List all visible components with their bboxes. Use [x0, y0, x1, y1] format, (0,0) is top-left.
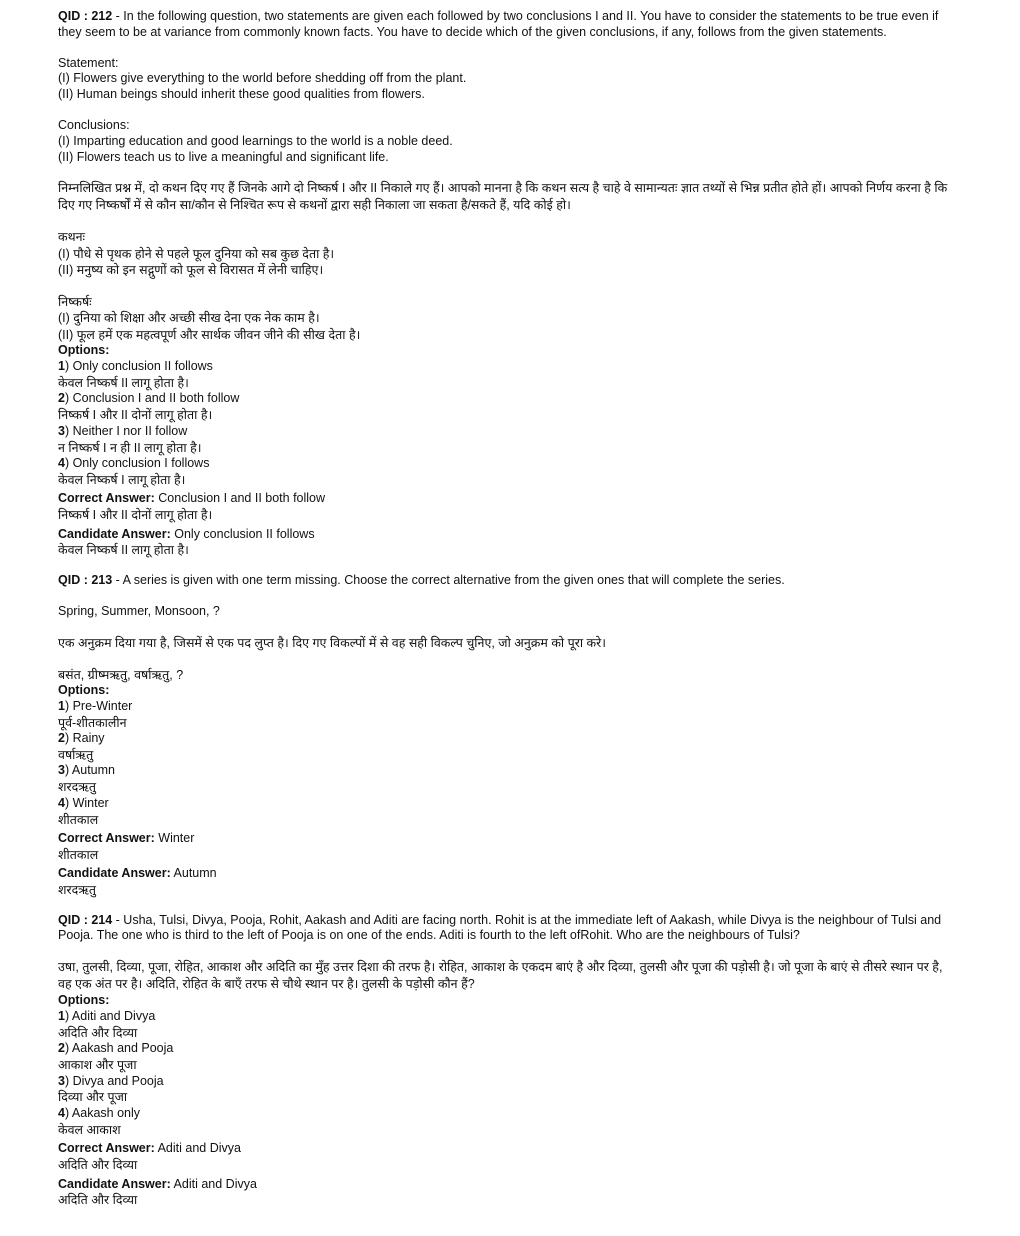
option-number: 3	[58, 763, 65, 778]
option-en	[58, 424, 950, 440]
question-id	[58, 573, 112, 587]
candidate-answer-text-en: Only conclusion II follows	[170, 526, 315, 541]
candidate-answer-text-hi: शरदऋतु	[58, 883, 97, 898]
statement-line-en: (I) Flowers give everything to the world before shedding off from the plant.	[58, 71, 467, 86]
qid-number: 213	[91, 572, 113, 587]
option-number: 3	[58, 423, 65, 438]
option-number: 1	[58, 1009, 65, 1024]
candidate-answer	[58, 866, 950, 898]
option-item	[58, 359, 950, 391]
question-id	[58, 913, 112, 927]
option-en	[58, 1106, 950, 1122]
question-body-en: - In the following question, two statements are given each followed by two conclusions I and II. You have to consider the statements to be true even if they seem to be at variance from commonly known facts. You have to decide which of the given conclusions, if any, follows from the given statements.	[58, 9, 939, 39]
correct-answer	[58, 831, 950, 863]
correct-answer-text-hi: अदिति और दिव्या	[58, 1158, 138, 1172]
option-text-hi: केवल निष्कर्ष II लागू होता है।	[58, 375, 189, 390]
statement-line-hi: (II) मनुष्य को इन सद्गुणों को फूल से विरासत में लेनी चाहिए।	[58, 263, 324, 278]
option-number: 1	[58, 359, 65, 374]
spacer	[58, 589, 950, 604]
candidate-answer	[58, 527, 950, 559]
question-text-en	[58, 573, 950, 589]
correct-answer-label: Correct Answer:	[58, 831, 155, 846]
option-text-en: ) Rainy	[64, 731, 105, 746]
option-text-hi: निष्कर्ष I और II दोनों लागू होता है।	[58, 408, 213, 423]
statement-line-en: Spring, Summer, Monsoon, ?	[58, 603, 220, 618]
candidate-answer-label: Candidate Answer:	[58, 1176, 171, 1191]
statement-line-hi: कथनः	[58, 230, 86, 245]
correct-answer-text-hi: निष्कर्ष I और II दोनों लागू होता है।	[58, 508, 213, 523]
question-document	[58, 9, 950, 1223]
candidate-answer-en	[58, 527, 950, 543]
option-item	[58, 731, 950, 763]
option-text-hi: न निष्कर्ष I न ही II लागू होता है।	[58, 440, 202, 455]
option-text-hi: शरदऋतु	[58, 780, 97, 795]
spacer	[58, 103, 950, 118]
question-body-en: - A series is given with one term missing. Choose the correct alternative from the given ones that will complete the series.	[112, 572, 785, 587]
qid-number: 214	[91, 912, 113, 927]
statement-line-hi: निष्कर्षः	[58, 294, 92, 309]
option-en	[58, 391, 950, 407]
question-text-hi: एक अनुक्रम दिया गया है, जिसमें से एक पद लुप्त है। दिए गए विकल्पों में से वह सही विकल्प चुनिए, जो अनुक्रम को पूरा करे।	[58, 635, 607, 650]
option-item	[58, 456, 950, 488]
option-en	[58, 796, 950, 812]
option-text-en: ) Winter	[64, 795, 109, 810]
option-number: 2	[58, 1041, 65, 1056]
option-text-en: ) Neither I nor II follow	[64, 423, 188, 438]
option-text-hi: आकाश और पूजा	[58, 1058, 137, 1073]
option-text-hi: केवल निष्कर्ष I लागू होता है।	[58, 472, 186, 487]
option-text-en: ) Aakash only	[64, 1105, 140, 1120]
options-heading: Options:	[58, 993, 110, 1008]
option-en	[58, 1009, 950, 1025]
question-text-en	[58, 9, 950, 41]
option-text-hi: दिव्या और पूजा	[58, 1090, 128, 1105]
question-text-hi: उषा, तुलसी, दिव्या, पूजा, रोहित, आकाश और अदिति का मुँह उत्तर दिशा की तरफ है। रोहित, आकाश के एकदम बाएं है और दिव्या, तुलसी और पूजा की पड़ोसी है। जो पूजा के बाएं से तीसरे स्थान पर है, वह एक अंत पर है। अदिति, रोहित के बाएँ तरफ से चौथे स्थान पर है। तुलसी के पड़ोसी कौन हैं?	[58, 960, 943, 992]
correct-answer	[58, 1141, 950, 1173]
option-number: 4	[58, 795, 65, 810]
candidate-answer-text-hi: अदिति और दिव्या	[58, 1193, 138, 1208]
spacer	[58, 944, 950, 959]
spacer	[58, 620, 950, 635]
candidate-answer-label: Candidate Answer:	[58, 526, 171, 541]
statement-line-en: Conclusions:	[58, 117, 130, 132]
candidate-answer-en	[58, 1177, 950, 1193]
question-text-hi: निम्नलिखित प्रश्न में, दो कथन दिए गए हैं जिनके आगे दो निष्कर्ष I और II निकाले गए हैं। आपको मानना है कि कथन सत्य है चाहे वे सामान्यतः ज्ञात तथ्यों से भिन्न प्रतीत होते हों। आपको निर्णय करना है कि दिए गए निष्कर्षों में से कौन सा/कौन से निश्चित रूप से कथनों द्वारा सही निकाला जा सकता है/सकते हैं, यदि कोई हो।	[58, 181, 948, 213]
spacer	[58, 652, 950, 667]
option-item	[58, 1009, 950, 1041]
option-en	[58, 731, 950, 747]
spacer	[58, 165, 950, 180]
statement-line-hi: (I) दुनिया को शिक्षा और अच्छी सीख देना एक नेक काम है।	[58, 311, 320, 326]
correct-answer-text-hi: शीतकाल	[58, 847, 99, 862]
option-number: 4	[58, 456, 65, 471]
spacer	[58, 41, 950, 56]
option-item	[58, 699, 950, 731]
option-text-en: ) Pre-Winter	[64, 698, 133, 713]
candidate-answer-text-en: Autumn	[170, 866, 217, 881]
options-heading: Options:	[58, 683, 110, 698]
correct-answer-label: Correct Answer:	[58, 491, 155, 506]
option-text-en: ) Conclusion I and II both follow	[64, 391, 240, 406]
spacer	[58, 279, 950, 294]
correct-answer-label: Correct Answer:	[58, 1141, 155, 1156]
option-text-en: ) Divya and Pooja	[64, 1073, 164, 1088]
correct-answer-en	[58, 831, 950, 847]
statement-line-en: (II) Flowers teach us to live a meaningful and significant life.	[58, 149, 389, 164]
option-en	[58, 359, 950, 375]
option-number: 1	[58, 698, 65, 713]
qid-label: QID :	[58, 912, 92, 927]
statement-line-en: (II) Human beings should inherit these good qualities from flowers.	[58, 87, 425, 102]
qid-number: 212	[91, 9, 113, 23]
option-text-en: ) Aakash and Pooja	[64, 1041, 174, 1056]
option-en	[58, 763, 950, 779]
correct-answer	[58, 491, 950, 523]
correct-answer-en	[58, 491, 950, 507]
spacer	[58, 214, 950, 229]
statement-line-hi: बसंत, ग्रीष्मऋतु, वर्षाऋतु, ?	[58, 667, 184, 682]
option-text-hi: केवल आकाश	[58, 1122, 121, 1137]
option-text-en: ) Only conclusion II follows	[64, 359, 213, 374]
candidate-answer-text-hi: केवल निष्कर्ष II लागू होता है।	[58, 543, 189, 558]
option-en	[58, 699, 950, 715]
candidate-answer-en	[58, 866, 950, 882]
option-en	[58, 1041, 950, 1057]
qid-label: QID :	[58, 9, 92, 23]
option-number: 2	[58, 391, 65, 406]
statement-line-hi: (II) फूल हमें एक महत्वपूर्ण और सार्थक जीवन जीने की सीख देता है।	[58, 327, 361, 342]
candidate-answer-label: Candidate Answer:	[58, 866, 171, 881]
qid-label: QID :	[58, 572, 92, 587]
option-item	[58, 1106, 950, 1138]
correct-answer-en	[58, 1141, 950, 1157]
option-number: 4	[58, 1105, 65, 1120]
question-body-en: - Usha, Tulsi, Divya, Pooja, Rohit, Aakash and Aditi are facing north. Rohit is at the immediate left of Aakash, while Divya is the neighbour of Tulsi and Pooja. The one who is third to the left of Pooja is on one of the ends. Aditi is fourth to the left ofRohit. Who are the neighbours of Tulsi?	[58, 912, 942, 943]
option-text-hi: वर्षाऋतु	[58, 747, 94, 762]
options-heading: Options:	[58, 343, 110, 358]
question-text-en	[58, 913, 950, 945]
option-item	[58, 763, 950, 795]
candidate-answer-text-en: Aditi and Divya	[170, 1176, 257, 1191]
correct-answer-text-en: Conclusion I and II both follow	[154, 491, 326, 506]
question-block	[58, 573, 950, 899]
option-item	[58, 1074, 950, 1106]
question-block	[58, 9, 950, 559]
candidate-answer	[58, 1177, 950, 1209]
option-text-hi: अदिति और दिव्या	[58, 1025, 138, 1040]
question-block	[58, 913, 950, 1209]
statement-line-hi: (I) पौधे से पृथक होने से पहले फूल दुनिया को सब कुछ देता है।	[58, 246, 335, 261]
option-number: 3	[58, 1073, 65, 1088]
option-text-hi: शीतकाल	[58, 812, 99, 827]
option-item	[58, 391, 950, 423]
question-id	[58, 9, 112, 23]
option-text-en: ) Aditi and Divya	[64, 1009, 156, 1024]
statement-line-en: Statement:	[58, 55, 119, 70]
option-number: 2	[58, 731, 65, 746]
option-text-en: ) Autumn	[64, 763, 115, 778]
option-en	[58, 456, 950, 472]
correct-answer-text-en: Aditi and Divya	[154, 1141, 241, 1156]
option-text-en: ) Only conclusion I follows	[64, 456, 210, 471]
correct-answer-text-en: Winter	[154, 831, 195, 846]
option-en	[58, 1074, 950, 1090]
statement-line-en: (I) Imparting education and good learnings to the world is a noble deed.	[58, 133, 453, 148]
option-item	[58, 424, 950, 456]
option-item	[58, 796, 950, 828]
option-item	[58, 1041, 950, 1073]
option-text-hi: पूर्व-शीतकालीन	[58, 715, 127, 730]
